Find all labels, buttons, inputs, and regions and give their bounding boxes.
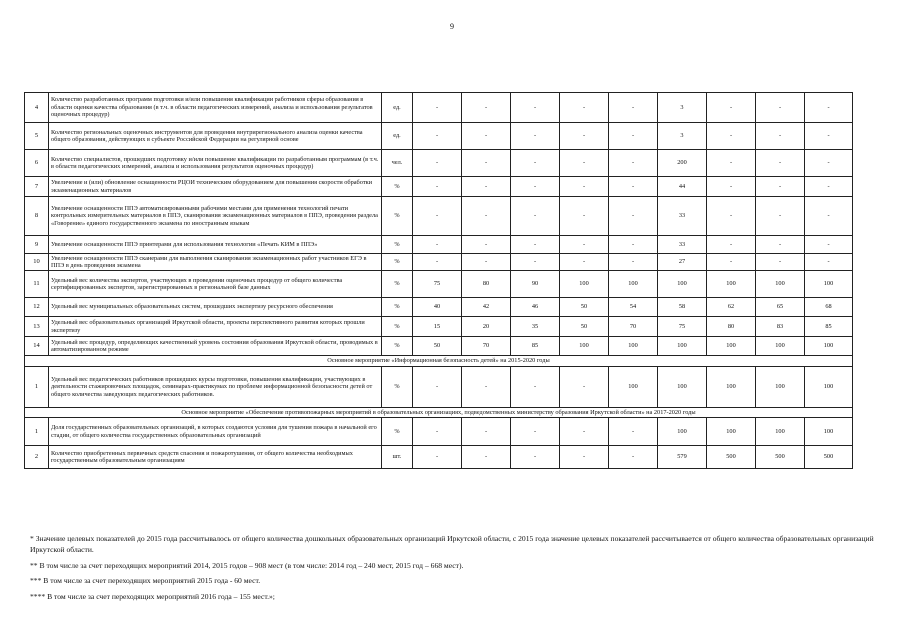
indicator-name: Удельный вес педагогических работников прошедших курсы подготовки, повышения квалификации, участвующих в деятельности стажировочных площадок, семинарах-практикумах по проблеме информационной безопасности детей от общего количества заведующих педагогических работников. [49,367,382,408]
value-cell: 50 [560,298,609,317]
value-cell: 100 [805,337,853,356]
value-cell: - [413,418,462,446]
footnote: *** В том числе за счет переходящих мероприятий 2015 года - 60 мест. [30,576,261,586]
indicator-name: Увеличение оснащенности ППЭ автоматизированными рабочими местами для применения технологий печати контрольных измерительных материалов в ППЭ, сканирования экзаменационных материалов в ППЭ, проведения раздела «Говорение» единого государственного экзамена по иностранным языкам [49,197,382,236]
value-cell: - [707,197,756,236]
section-header-row [25,356,853,367]
value-cell: - [560,150,609,177]
value-cell: - [707,93,756,123]
value-cell: 100 [609,271,658,298]
value-cell: 20 [462,317,511,337]
value-cell: 75 [658,317,707,337]
value-cell: 100 [658,367,707,408]
row-number: 1 [25,418,49,446]
value-cell: - [756,93,805,123]
value-cell: - [413,123,462,150]
table-row [25,123,853,150]
section-title: Основное мероприятие «Информационная безопасность детей» на 2015-2020 годы [25,356,853,367]
unit-cell: % [382,197,413,236]
row-number: 9 [25,236,49,254]
indicator-name: Удельный вес муниципальных образовательных систем, прошедших экспертизу ресурсного обеспечения [49,298,382,317]
value-cell: - [707,236,756,254]
indicator-name: Увеличение оснащенности ППЭ сканерами для выполнения сканирования экзаменационных работ участников ЕГЭ в ППЭ в день проведения экзамена [49,254,382,271]
value-cell: 579 [658,446,707,469]
value-cell: 200 [658,150,707,177]
value-cell: - [413,150,462,177]
table-row [25,197,853,236]
value-cell: 46 [511,298,560,317]
indicator-name: Увеличение оснащенности ППЭ принтерами для использования технологии «Печать КИМ в ППЭ» [49,236,382,254]
indicator-name: Количество специалистов, прошедших подготовку и/или повышение квалификации по разработанным программам (в т.ч. в области педагогических измерений, анализа и использования результатов оценочных процедур) [49,150,382,177]
value-cell: - [756,177,805,197]
value-cell: - [756,197,805,236]
value-cell: - [413,197,462,236]
row-number: 13 [25,317,49,337]
value-cell: 100 [805,271,853,298]
indicators-table [24,92,853,469]
table-row [25,418,853,446]
value-cell: 35 [511,317,560,337]
value-cell: 85 [805,317,853,337]
value-cell: - [805,197,853,236]
value-cell: - [560,367,609,408]
value-cell: 70 [609,317,658,337]
value-cell: - [462,123,511,150]
value-cell: - [609,446,658,469]
value-cell: 100 [560,337,609,356]
value-cell: - [609,177,658,197]
value-cell: - [462,367,511,408]
value-cell: 44 [658,177,707,197]
value-cell: 85 [511,337,560,356]
unit-cell: % [382,298,413,317]
value-cell: 40 [413,298,462,317]
value-cell: - [511,446,560,469]
row-number: 6 [25,150,49,177]
value-cell: - [511,236,560,254]
value-cell: 100 [707,271,756,298]
footnote: * Значение целевых показателей до 2015 года рассчитывалось от общего количества дошкольных образовательных организаций Иркутской области, с 2015 года значение целевых показателей рассчитывается от общего количества образовательных организаций Иркутской области. [30,534,874,555]
value-cell: 100 [658,337,707,356]
table-row [25,317,853,337]
footnotes [30,533,880,606]
value-cell: 100 [756,337,805,356]
value-cell: - [462,418,511,446]
value-cell: - [805,236,853,254]
value-cell: 27 [658,254,707,271]
value-cell: - [413,93,462,123]
value-cell: - [805,177,853,197]
table-row [25,271,853,298]
value-cell: - [462,177,511,197]
value-cell: - [609,123,658,150]
unit-cell: % [382,236,413,254]
value-cell: 500 [707,446,756,469]
value-cell: - [756,150,805,177]
value-cell: 100 [609,367,658,408]
value-cell: - [560,446,609,469]
value-cell: 3 [658,123,707,150]
indicator-name: Количество региональных оценочных инструментов для проведения внутрирегионального анализа оценки качества общего образования, действующих в субъекте Российской Федерации на регулярной основе [49,123,382,150]
unit-cell: % [382,418,413,446]
value-cell: 50 [560,317,609,337]
value-cell: - [560,254,609,271]
value-cell: 80 [462,271,511,298]
value-cell: 100 [658,271,707,298]
value-cell: - [560,177,609,197]
unit-cell: чел. [382,150,413,177]
footnote: **** В том числе за счет переходящих мероприятий 2016 года – 155 мест.»; [30,591,275,601]
value-cell: - [511,418,560,446]
value-cell: - [560,197,609,236]
value-cell: - [609,93,658,123]
value-cell: - [560,236,609,254]
indicator-name: Удельный вес образовательных организаций Иркутской области, проекты перспективного развития которых прошли экспертизу [49,317,382,337]
value-cell: 100 [658,418,707,446]
value-cell: - [609,236,658,254]
value-cell: 100 [707,418,756,446]
unit-cell: % [382,337,413,356]
value-cell: 100 [707,367,756,408]
table-row [25,367,853,408]
value-cell: 68 [805,298,853,317]
value-cell: 70 [462,337,511,356]
value-cell: - [805,254,853,271]
page-number: 9 [450,22,454,31]
value-cell: 100 [805,418,853,446]
value-cell: 80 [707,317,756,337]
indicator-name: Количество разработанных программ подготовки и/или повышения квалификации работников сферы образования в области оценки качества образования (в т.ч. в области педагогических измерений, анализа и использования результатов оценочных процедур) [49,93,382,123]
value-cell: 62 [707,298,756,317]
value-cell: 54 [609,298,658,317]
unit-cell: ед. [382,123,413,150]
value-cell: 3 [658,93,707,123]
indicator-name: Доля государственных образовательных организаций, в которых создаются условия для тушения пожара в начальной его стадии, от общего количества государственных образовательных организаций [49,418,382,446]
section-header-row [25,408,853,418]
value-cell: - [462,150,511,177]
value-cell: 42 [462,298,511,317]
unit-cell: ед. [382,93,413,123]
value-cell: - [413,367,462,408]
value-cell: - [511,254,560,271]
value-cell: - [511,93,560,123]
value-cell: - [511,150,560,177]
row-number: 14 [25,337,49,356]
value-cell: 65 [756,298,805,317]
value-cell: 100 [560,271,609,298]
row-number: 2 [25,446,49,469]
value-cell: - [707,254,756,271]
table-row [25,236,853,254]
unit-cell: шт. [382,446,413,469]
value-cell: 75 [413,271,462,298]
unit-cell: % [382,317,413,337]
value-cell: - [560,418,609,446]
value-cell: - [462,93,511,123]
table-row [25,93,853,123]
value-cell: - [462,197,511,236]
row-number: 12 [25,298,49,317]
value-cell: - [560,123,609,150]
value-cell: 50 [413,337,462,356]
value-cell: - [511,367,560,408]
unit-cell: % [382,254,413,271]
unit-cell: % [382,367,413,408]
value-cell: - [462,446,511,469]
value-cell: - [511,123,560,150]
row-number: 4 [25,93,49,123]
table-row [25,298,853,317]
value-cell: - [413,254,462,271]
indicator-name: Удельный вес процедур, определяющих качественный уровень состояния образования Иркутской области, проводимых в автоматизированном режиме [49,337,382,356]
value-cell: 100 [707,337,756,356]
value-cell: - [756,123,805,150]
row-number: 8 [25,197,49,236]
value-cell: 100 [756,271,805,298]
value-cell: - [609,418,658,446]
table-row [25,150,853,177]
row-number: 7 [25,177,49,197]
row-number: 10 [25,254,49,271]
value-cell: - [805,150,853,177]
value-cell: - [756,236,805,254]
value-cell: - [609,254,658,271]
value-cell: 500 [756,446,805,469]
value-cell: 100 [805,367,853,408]
value-cell: 33 [658,197,707,236]
value-cell: - [609,197,658,236]
value-cell: 100 [756,367,805,408]
value-cell: - [707,123,756,150]
indicator-name: Количество приобретенных первичных средств спасения и пожаротушения, от общего количества необходимых государственным образовательным организациям [49,446,382,469]
value-cell: - [413,236,462,254]
value-cell: - [462,254,511,271]
table-row [25,337,853,356]
value-cell: - [511,177,560,197]
indicator-name: Увеличение и (или) обновление оснащенности РЦОИ техническим оборудованием для повышения скорости обработки экзаменационных материалов [49,177,382,197]
unit-cell: % [382,271,413,298]
value-cell: 100 [756,418,805,446]
value-cell: - [413,177,462,197]
value-cell: - [413,446,462,469]
value-cell: - [462,236,511,254]
value-cell: 90 [511,271,560,298]
value-cell: 83 [756,317,805,337]
value-cell: 100 [609,337,658,356]
section-title: Основное мероприятие «Обеспечение противопожарных мероприятий в образовательных организациях, подведомственных министерству образования Иркутской области» на 2017-2020 годы [25,408,853,418]
unit-cell: % [382,177,413,197]
indicator-name: Удельный вес количества экспертов, участвующих в проведении оценочных процедур от общего количества сертифицированных экспертов, зарегистрированных в региональной базе данных [49,271,382,298]
row-number: 1 [25,367,49,408]
table-row [25,446,853,469]
value-cell: 33 [658,236,707,254]
value-cell: - [560,93,609,123]
value-cell: - [707,177,756,197]
value-cell: - [609,150,658,177]
value-cell: 15 [413,317,462,337]
footnote: ** В том числе за счет переходящих мероприятий 2014, 2015 годов – 908 мест (в том числе: 2014 год – 240 мест, 2015 год – 668 мест). [30,560,464,570]
table-row [25,177,853,197]
table-row [25,254,853,271]
row-number: 11 [25,271,49,298]
value-cell: 58 [658,298,707,317]
value-cell: - [511,197,560,236]
value-cell: - [805,93,853,123]
value-cell: - [707,150,756,177]
value-cell: - [805,123,853,150]
value-cell: - [756,254,805,271]
value-cell: 500 [805,446,853,469]
row-number: 5 [25,123,49,150]
